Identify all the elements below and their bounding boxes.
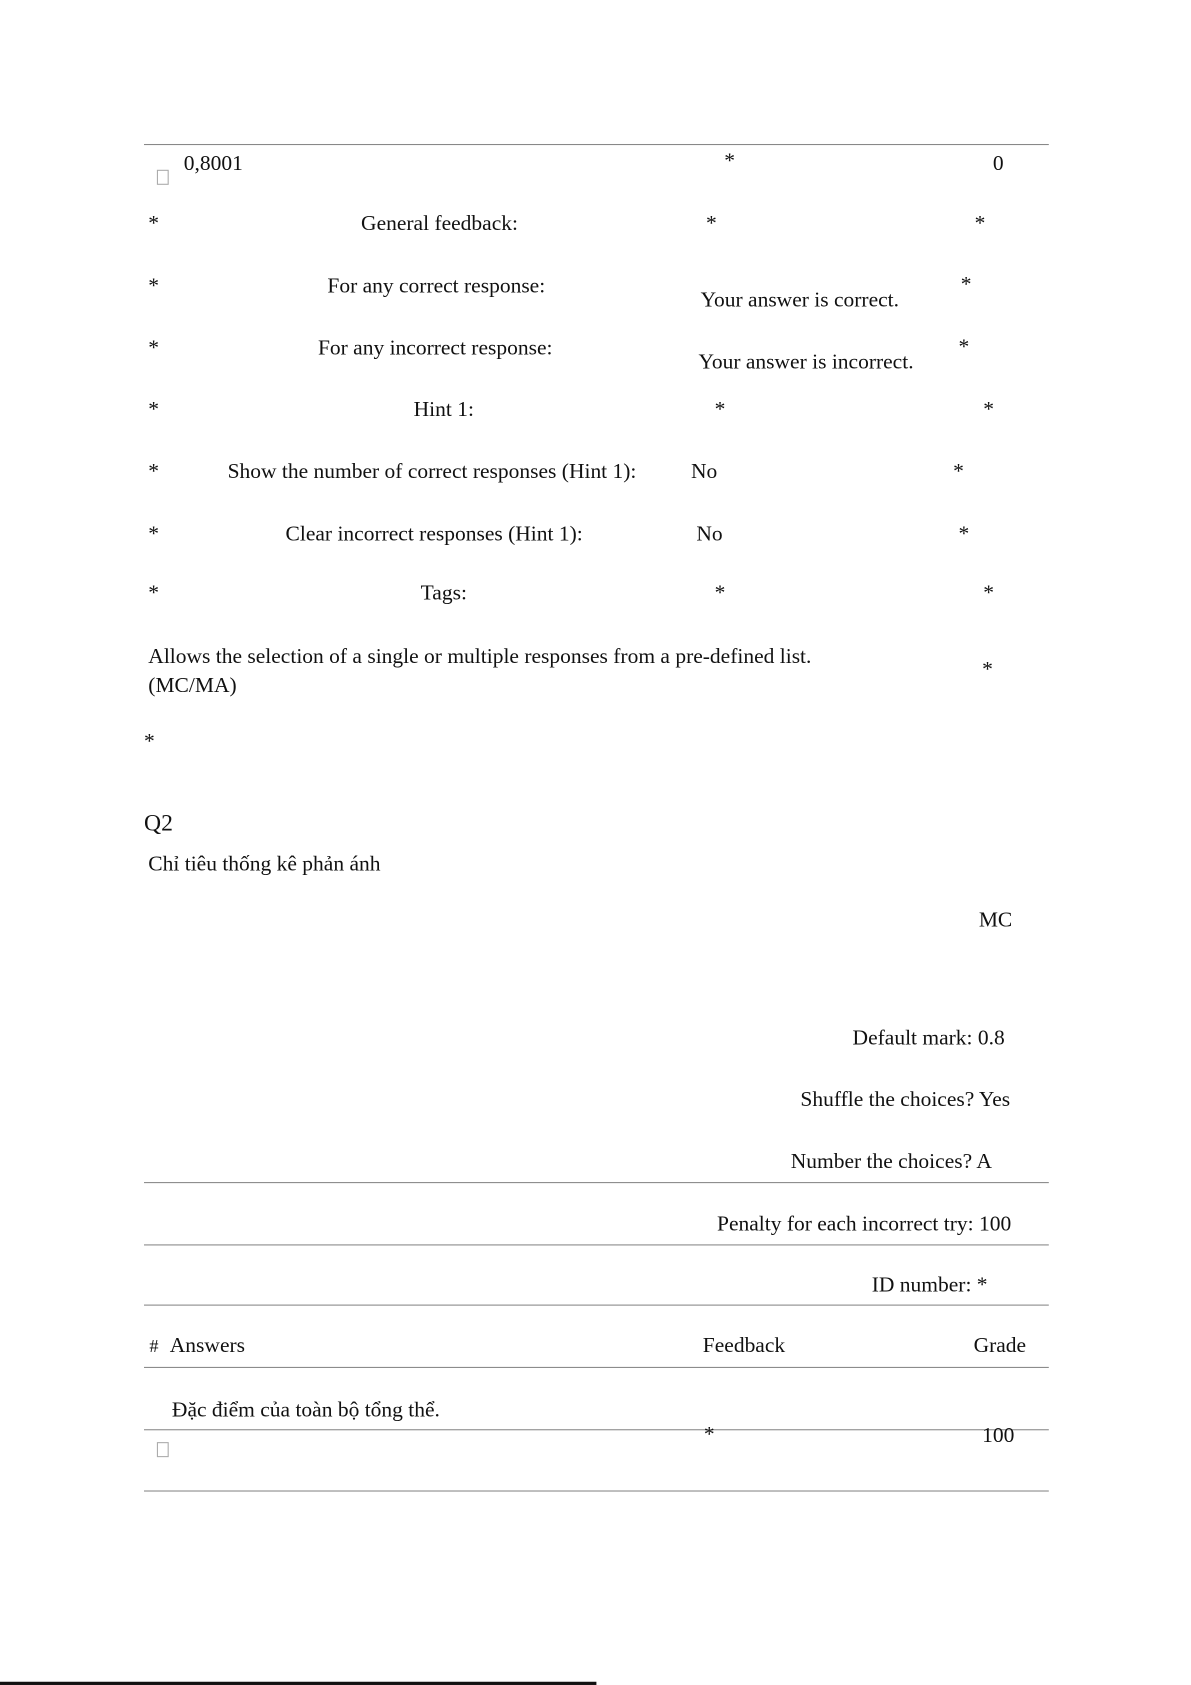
answer-feedback: *	[703, 1422, 715, 1447]
row-end: *	[974, 211, 986, 236]
checkbox-icon[interactable]	[157, 1442, 169, 1457]
row-marker: *	[148, 522, 160, 546]
row-end: *	[958, 522, 970, 546]
question-title: Q2	[143, 809, 173, 837]
type-description-code: (MC/MA)	[148, 673, 237, 698]
row-marker: *	[148, 581, 160, 605]
trailing-marker: *	[143, 729, 155, 754]
row-end: *	[953, 459, 964, 484]
row-end: *	[983, 397, 995, 422]
header-grade: Grade	[973, 1333, 1027, 1358]
row-value: No	[696, 522, 723, 546]
row-label: General feedback:	[361, 211, 518, 236]
divider	[144, 1244, 1049, 1245]
divider	[144, 144, 1049, 145]
answer-grade: 100	[982, 1423, 1015, 1448]
answer-text: Đặc điểm của toàn bộ tổng thể.	[171, 1398, 440, 1422]
numbering-setting: Number the choices? A	[790, 1149, 992, 1174]
page-bottom-rule	[0, 1682, 596, 1685]
header-num: #	[149, 1335, 159, 1357]
default-mark: Default mark: 0.8	[852, 1026, 1005, 1050]
row-marker: *	[148, 336, 160, 360]
row-end: *	[983, 581, 995, 605]
question-type: MC	[978, 908, 1013, 932]
row-marker: *	[148, 274, 160, 298]
penalty-setting: Penalty for each incorrect try: 100	[716, 1212, 1012, 1236]
row-end: *	[958, 335, 970, 359]
checkbox-icon[interactable]	[157, 170, 169, 185]
row-marker: *	[148, 397, 160, 422]
divider	[144, 1182, 1049, 1183]
divider	[144, 1367, 1049, 1368]
row-value: *	[714, 581, 726, 605]
answer-value: 0,8001	[183, 151, 243, 176]
header-answers: Answers	[169, 1333, 246, 1358]
question-text: Chỉ tiêu thống kê phản ánh	[148, 852, 381, 876]
row-label: Show the number of correct responses (Hint 1):	[227, 459, 637, 484]
divider	[144, 1305, 1049, 1306]
shuffle-setting: Shuffle the choices? Yes	[800, 1087, 1011, 1112]
row-label: Clear incorrect responses (Hint 1):	[285, 522, 583, 546]
row-label: Hint 1:	[413, 397, 474, 422]
row-value: *	[714, 397, 726, 422]
row-marker: *	[148, 459, 160, 484]
row-label: Tags:	[420, 581, 467, 605]
divider	[144, 1490, 1049, 1491]
row-end: *	[960, 272, 972, 297]
row-value: *	[706, 211, 717, 236]
description-end: *	[982, 657, 993, 682]
row-value: No	[690, 459, 718, 484]
type-description: Allows the selection of a single or multiple responses from a pre-defined list.	[148, 644, 812, 669]
row-value: Your answer is correct.	[700, 287, 900, 312]
id-number: ID number: *	[871, 1273, 988, 1298]
answer-grade: 0	[992, 151, 1004, 176]
answer-feedback: *	[724, 149, 736, 174]
row-label: For any correct response:	[327, 274, 546, 298]
row-marker: *	[148, 211, 160, 236]
header-feedback: Feedback	[702, 1333, 786, 1358]
row-label: For any incorrect response:	[317, 336, 553, 360]
divider	[144, 1429, 1049, 1430]
row-value: Your answer is incorrect.	[698, 350, 914, 374]
